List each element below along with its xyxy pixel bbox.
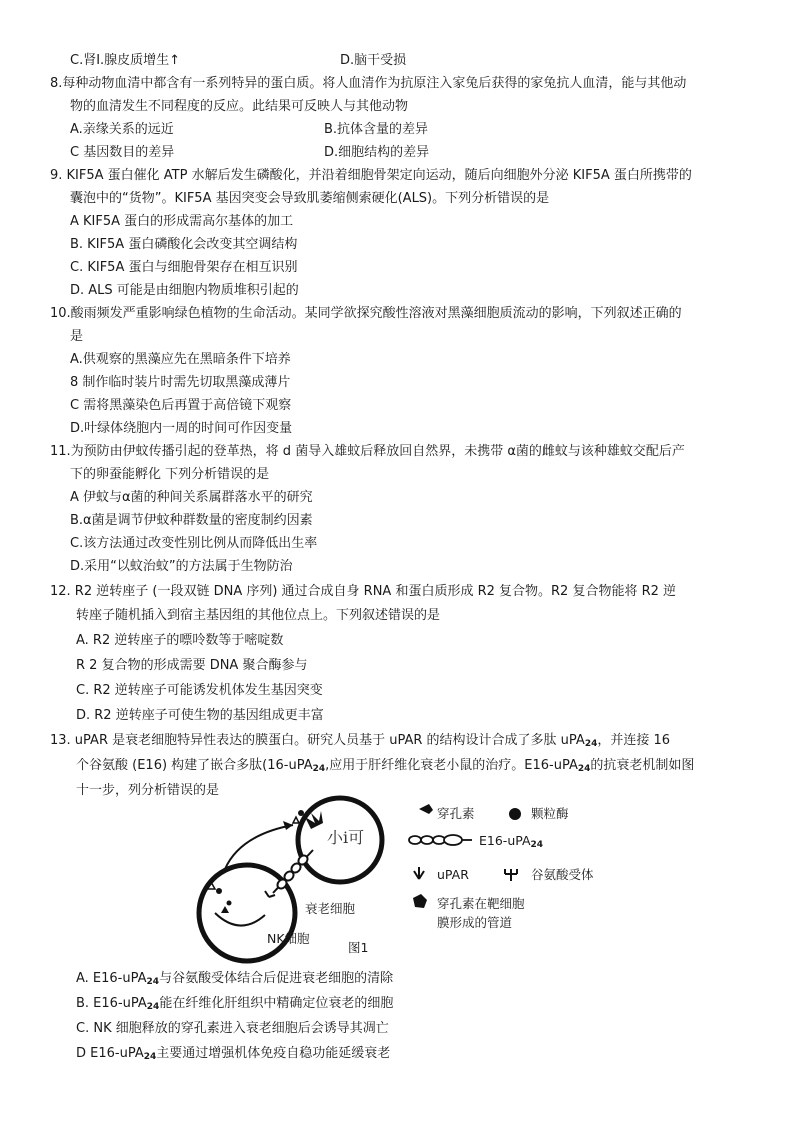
q12-stem-line2: 转座子随机插入到宿主基因组的其他位点上。下列叙述错误的是 [76, 608, 441, 623]
q13-option-b: B. E16-uPA$_{24}$能在纤维化肝组织中精确定位衰老的细胞 [76, 996, 394, 1012]
legend-channel-line2: 膜形成的管道 [437, 915, 513, 930]
q13-option-d: D E16-uPA$_{24}$主要通过增强机体免疫自稳功能延缓衰老 [76, 1046, 391, 1062]
q12-option-b: R 2 复合物的形成需要 DNA 聚合酶参与 [76, 658, 308, 673]
q11-option-c: C.该方法通过改变性别比例从而降低出生率 [70, 536, 318, 551]
q13-stem-line2: 个谷氨酸 (E16) 构建了嵌合多肽(16-uPA$_{24}$,应用于肝纤维化衰老小鼠的治疗。E16-uPA$_{24}$的抗衰老机制如图 [76, 758, 695, 774]
q11-option-d: D.采用“以蚊治蚊”的方法属于生物防治 [70, 559, 293, 574]
q9-option-b: B. KIF5A 蛋白磷酸化会改变其空调结构 [70, 237, 298, 252]
q11-stem-line2: 下的卵蚕能孵化 下列分析错误的是 [70, 467, 270, 482]
q10-option-b: 8 制作临时装片时需先切取黑藻成薄片 [70, 375, 291, 390]
q10-option-a: A.供观察的黑藻应先在黑暗条件下培养 [70, 352, 291, 367]
perforin-channel-legend-icon [413, 894, 427, 908]
q8-option-d: D.细胞结构的差异 [324, 145, 430, 160]
upar-legend-icon [414, 867, 424, 879]
legend-upar: uPAR [437, 867, 469, 882]
q10-stem-line1: 10.酸雨频发严重影响绿色植物的生命活动。某同学欲探究酸性溶液对黑藻细胞质流动的影响，下列叙述正确的 [50, 306, 682, 321]
q10-option-d: D.叶绿体绕胞内一周的时间可作因变量 [70, 421, 293, 436]
q8-option-a: A.亲缘关系的远近 [70, 122, 174, 137]
legend-peptide: E16-uPA$_{24}$ [479, 833, 544, 850]
granzyme-legend-icon [509, 808, 521, 820]
senescent-cell-label: 衰老细胞 [305, 901, 356, 916]
q7-option-c: C.肾Ⅰ.腺皮质增生↑ [70, 53, 181, 68]
granule-triangle [221, 906, 229, 913]
figure-1 [185, 795, 615, 965]
q8-option-c: C 基因数目的差异 [70, 145, 175, 160]
perforin-legend-icon [419, 804, 433, 814]
legend-perforin: 穿孔素 [437, 806, 475, 821]
q10-stem-line2: 是 [70, 329, 84, 344]
q9-stem-line2: 囊泡中的“货物”。KIF5A 基因突变会导致肌萎缩侧索硬化(ALS)。下列分析错误的是 [70, 191, 550, 206]
q9-option-c: C. KIF5A 蛋白与细胞骨架存在相互识别 [70, 260, 298, 275]
q8-stem-line2: 物的血清发生不同程度的反应。此结果可反映人与其他动物 [70, 99, 409, 114]
scribble-text: 小i可 [327, 828, 365, 847]
release-arrowhead [283, 821, 293, 830]
q13-option-a: A. E16-uPA$_{24}$与谷氨酸受体结合后促进衰老细胞的清除 [76, 971, 394, 987]
q9-option-a: A KIF5A 蛋白的形成需高尔基体的加工 [70, 214, 294, 229]
q8-stem-line1: 8.每种动物血清中都含有一系列特异的蛋白质。将人血清作为抗原注入家兔后获得的家兔抗人血清，能与其他动 [50, 76, 687, 91]
q13-stem-line1: 13. uPAR 是衰老细胞特异性表达的膜蛋白。研究人员基于 uPAR 的结构设计合成了多肽 uPA$_{24}$，并连接 16 [50, 733, 671, 749]
q12-option-c: C. R2 逆转座子可能诱发机体发生基因突变 [76, 683, 323, 698]
glutamate-receptor-legend-icon [505, 869, 517, 881]
q10-option-c: C 需将黑藻染色后再置于高倍镜下观察 [70, 398, 292, 413]
legend-channel-line1: 穿孔素在靶细胞 [437, 896, 525, 911]
q7-option-d: D.脑干受损 [340, 53, 407, 68]
q9-option-d: D. ALS 可能是由细胞内物质堆积引起的 [70, 283, 299, 298]
granzyme-dot [216, 888, 222, 894]
q11-option-b: B.α菌是调节伊蚊种群数量的密度制约因素 [70, 513, 313, 528]
q12-stem-line1: 12. R2 逆转座子 (一段双链 DNA 序列) 通过合成自身 RNA 和蛋白质形成 R2 复合物。R2 复合物能将 R2 逆 [50, 584, 677, 599]
q11-stem-line1: 11.为预防由伊蚊传播引起的登革热，将 d 菌导入雄蚊后释放回自然界，未携带 α菌的雌蚊与该种雄蚊交配后产 [50, 444, 685, 459]
release-arrow [225, 825, 293, 869]
q11-option-a: A 伊蚊与α菌的种间关系属群落水平的研究 [70, 490, 313, 505]
q9-stem-line1: 9. KIF5A 蛋白催化 ATP 水解后发生磷酸化，并沿着细胞骨架定向运动，随后向细胞外分泌 KIF5A 蛋白所携带的 [50, 168, 692, 183]
q8-option-b: B.抗体含量的差异 [324, 122, 429, 137]
legend-glutamate-receptor: 谷氨酸受体 [531, 867, 594, 882]
granzyme-dot [227, 901, 232, 906]
figure-caption: 图1 [348, 940, 369, 955]
nk-cell-label: NK细胞 [267, 931, 310, 946]
q12-option-a: A. R2 逆转座子的嘌呤数等于嘧啶数 [76, 633, 284, 648]
peptide-legend-icon [409, 835, 472, 845]
q13-stem-line3: 十一步，列分析错误的是 [76, 783, 220, 798]
q13-option-c: C. NK 细胞释放的穿孔素进入衰老细胞后会诱导其凋亡 [76, 1021, 389, 1036]
legend-granzyme: 颗粒酶 [531, 806, 569, 821]
granzyme-dot [298, 810, 304, 816]
q12-option-d: D. R2 逆转座子可使生物的基因组成更丰富 [76, 708, 324, 723]
nk-cell-inner-arc [215, 913, 265, 926]
granule-triangle [293, 817, 299, 823]
